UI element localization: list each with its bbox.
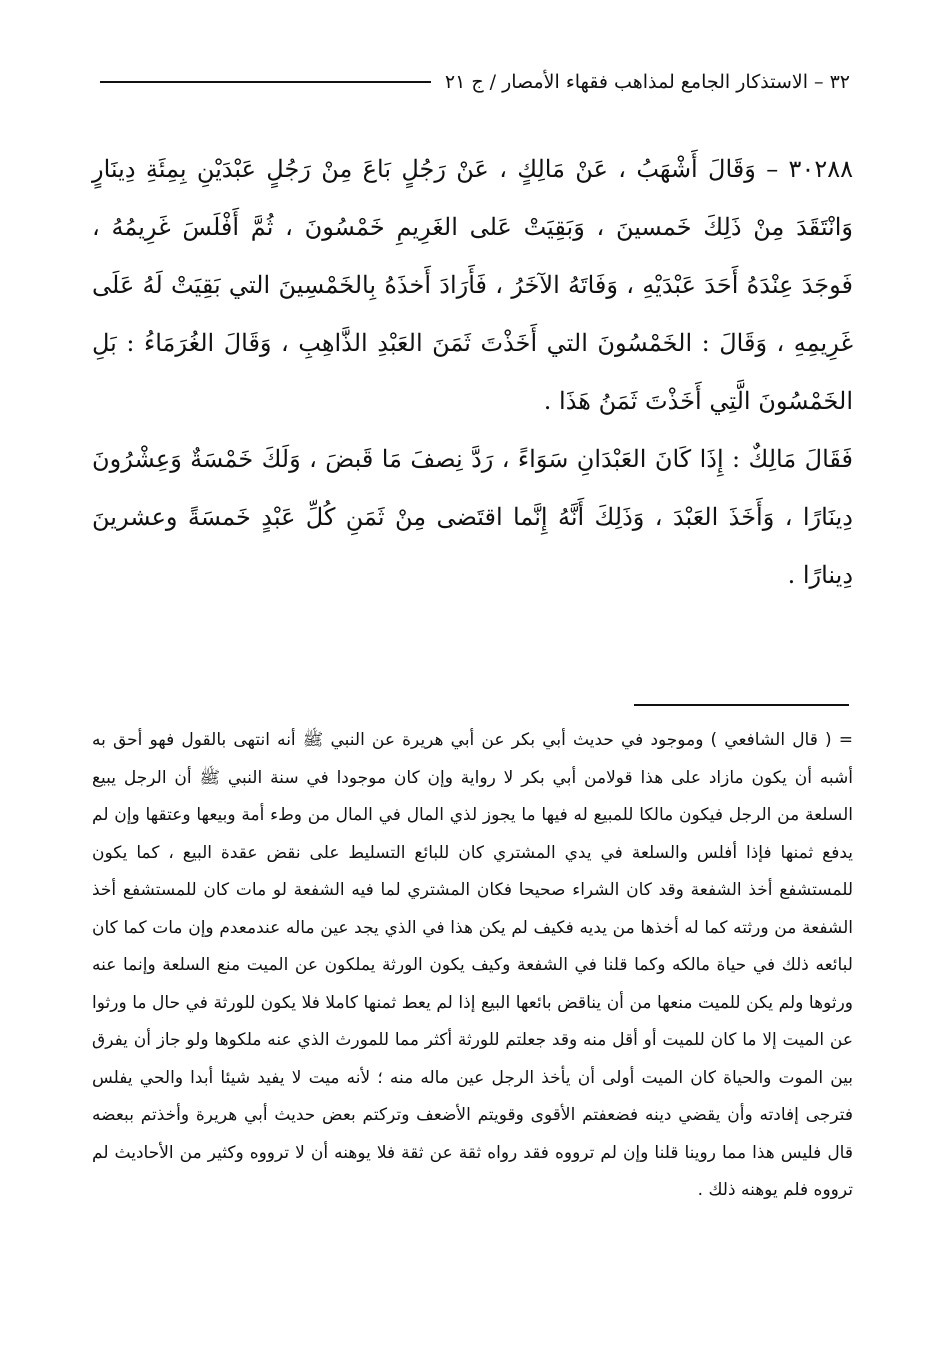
running-header <box>100 62 850 102</box>
header-title: ٣٢ – الاستذكار الجامع لمذاهب فقهاء الأمصار / ج ٢١ <box>444 71 850 93</box>
footnote <box>92 722 853 1210</box>
footnote-separator <box>634 704 849 706</box>
paragraph-30288: ٣٠٢٨٨ – وَقَالَ أَشْهَبُ ، عَنْ مَالِكٍ ، عَنْ رَجُلٍ بَاعَ مِنْ رَجُلٍ عَبْدَيْنِ بِمِئَةِ دِينَارٍ وَانْتَقَدَ مِنْ ذَلِكَ خَمسينَ ، وَبَقِيَتْ عَلى الغَرِيمِ خَمْسُونَ ، ثُمَّ أَفْلَسَ غَرِيمُهُ ، فَوجَدَ عِنْدَهُ أَحَدَ عَبْدَيْهِ ، وَفَاتَهُ الآخَرُ ، فَأَرَادَ أَخذَهُ بِالخَمْسِينَ التي بَقِيَتْ لَهُ عَلَى غَرِيمِهِ ، وَقَالَ : الخَمْسُونَ التي أَخَذْتَ ثَمَنَ العَبْدِ الذَّاهِبِ ، وَقَالَ الغُرَمَاءُ : بَلِ الخَمْسُونَ الَّتِي أَخَذْتَ ثَمَنُ هَذَا . <box>92 155 854 415</box>
paragraph-malik-ruling: فَقَالَ مَالِكٌ : إِذَا كَانَ العَبْدَانِ سَوَاءً ، رَدَّ نِصفَ مَا قَبضَ ، وَلَكَ خَمْسَةٌ وَعِشْرُونَ دِينَارًا ، وَأَخَذَ العَبْدَ ، وَذَلِكَ أَنَّهُ إِنَّما اقتَضى مِنْ ثَمَنِ كُلِّ عَبْدٍ خَمسَةً وعشرينَ دِينارًا . <box>92 445 853 589</box>
main-text <box>92 140 853 604</box>
footnote-text: = ( قال الشافعي ) وموجود في حديث أبي بكر عن أبي هريرة عن النبي ﷺ أنه انتهى بالقول فهو أحق به أشبه أن يكون مازاد على هذا قولامن أبي بكر لا رواية وإن كان موجودا في سنة النبي ﷺ أن الرجل يبيع السلعة من الرجل فيكون مالكا للمبيع له فيها ما يجوز لذي المال في المال من وطء أمة وبيعها وعتقها وإن لم يدفع ثمنها فإذا أفلس والسلعة في يدي المشتري كان للبائع التسليط على نقض عقدة البيع ، كما يكون للمستشفع أخذ الشفعة وقد كان الشراء صحيحا فكان المشتري لما فيه الشفعة لو مات كان للمستشفع أخذ الشفعة من ورثته كما له أخذها من يديه فكيف لم يكن هذا في الذي يجد عين ماله عندمعدم وإن مات كما كان لبائعه ذلك في حياة مالكه وكما قلنا في الشفعة وكيف يكون الورثة يملكون عن الميت منع السلعة وإنما عنه ورثوها ولم يكن للميت منعها من أن يناقض بائعها البيع إذا لم يعط ثمنها كاملا فلا يكون للورثة في حال ما ورثوا عن الميت إلا ما كان للميت أو أقل منه وقد جعلتم للورثة أكثر مما للمورث الذي عنه ملكوها ولو جاز أن يفرق بين الموت والحياة كان الميت أولى أن يأخذ الرجل عين ماله منه ؛ لأنه ميت لا يفيد شيئا أبدا والحي يفلس فترجى إفادته وأن يقضي دينه فضعفتم الأقوى وقويتم الأضعف وتركتم بعض حديث أبي هريرة وأخذتم ببعضه قال فليس هذا مما روينا قلنا وإن لم ترووه فقد رواه ثقة عن ثقة فلا يوهنه أن لا ترووه وكثير من الأحاديث لم ترووه فلم يوهنه ذلك . <box>92 730 853 1200</box>
header-rule <box>100 81 431 83</box>
